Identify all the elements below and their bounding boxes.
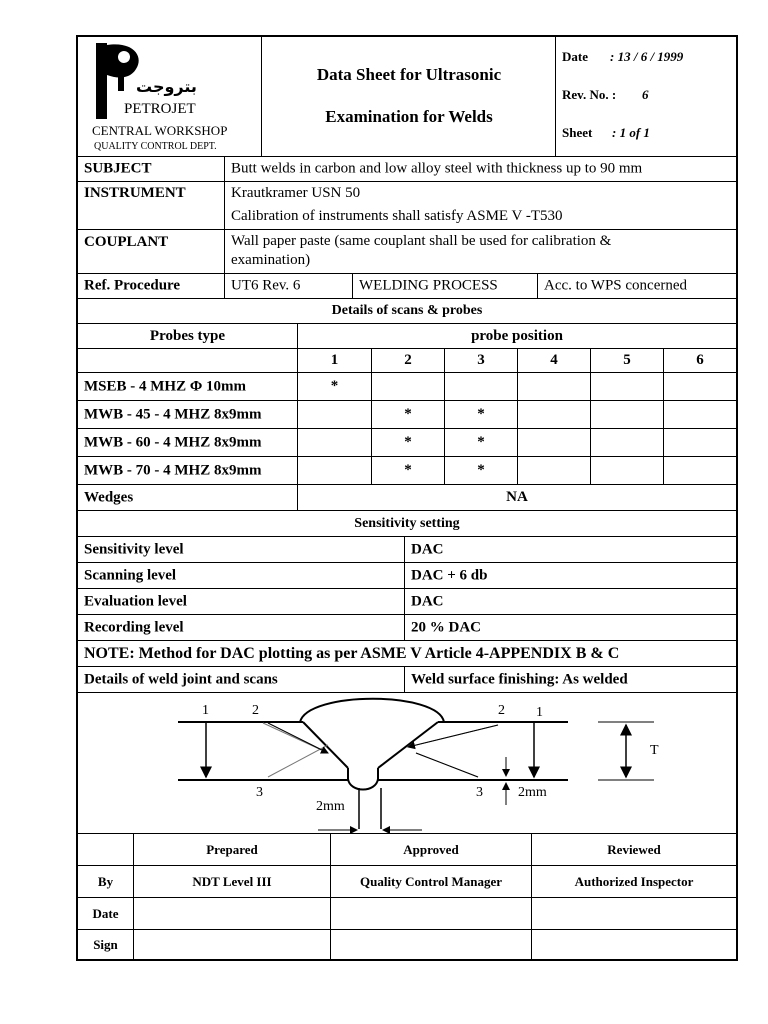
sensitivity-row	[78, 615, 736, 641]
diagram-label: 1	[536, 705, 543, 720]
sensitivity-section-title: Sensitivity setting	[354, 516, 460, 531]
probe-mark: *	[330, 378, 339, 394]
instrument-row	[78, 182, 736, 230]
probe-mark: *	[477, 406, 485, 422]
thickness-label: T	[650, 743, 659, 758]
probes-type-header: Probes type	[149, 328, 226, 344]
probe-row	[78, 401, 736, 429]
data-sheet	[76, 35, 738, 961]
sign-field-reviewed[interactable]	[531, 930, 736, 959]
sensitivity-value: DAC	[411, 541, 444, 557]
sensitivity-value: DAC + 6 db	[411, 567, 488, 583]
signoff-row	[78, 930, 736, 959]
signoff-header: Prepared	[206, 842, 258, 857]
date-field-prepared[interactable]	[133, 898, 330, 929]
diagram-label: 1	[202, 703, 209, 718]
wedges-label: Wedges	[84, 489, 134, 505]
probe-position-header: probe position	[471, 328, 563, 344]
diagram-label: 2	[252, 703, 259, 718]
company-arabic: بتروجت	[136, 77, 197, 96]
title-line-1: Data Sheet for Ultrasonic	[316, 65, 502, 84]
company-name: PETROJET	[124, 101, 196, 117]
date-value: : 13 / 6 / 1999	[610, 49, 684, 64]
signoff-header: Reviewed	[607, 842, 661, 857]
couplant-label: COUPLANT	[84, 234, 169, 250]
signoff-header-row	[78, 834, 736, 866]
dac-note: NOTE: Method for DAC plotting as per ASME V Article 4-APPENDIX B & C	[84, 644, 620, 662]
instrument-line-1: Krautkramer USN 50	[231, 185, 361, 201]
rev-value: 6	[642, 87, 649, 102]
wedges-value: NA	[506, 489, 528, 505]
position-6: 6	[696, 352, 704, 368]
scans-section-title: Details of scans & probes	[331, 303, 483, 318]
sensitivity-label: Sensitivity level	[84, 541, 184, 557]
probe-mark: *	[404, 434, 412, 450]
signoff-row-label: Date	[92, 906, 119, 921]
ref-label: Ref. Procedure	[84, 277, 181, 294]
position-3: 3	[477, 352, 485, 368]
probe-mark: *	[404, 462, 412, 478]
signoff-value: Quality Control Manager	[359, 874, 503, 889]
gap-dimension: 2mm	[316, 799, 345, 814]
date-field-reviewed[interactable]	[531, 898, 736, 929]
signoff-value: NDT Level III	[192, 874, 272, 889]
probe-name: MSEB - 4 MHZ Φ 10mm	[84, 378, 247, 394]
sheet-label: Sheet	[562, 125, 593, 140]
date-label: Date	[562, 49, 588, 64]
weld-diagram-row	[78, 693, 736, 834]
signoff-row-label: Sign	[93, 937, 118, 952]
probe-name: MWB - 45 - 4 MHZ 8x9mm	[84, 406, 262, 422]
sensitivity-row	[78, 589, 736, 615]
instrument-label: INSTRUMENT	[84, 185, 186, 201]
title-block	[261, 37, 556, 156]
signoff-row	[78, 898, 736, 930]
sensitivity-label: Evaluation level	[84, 593, 187, 609]
sign-field-prepared[interactable]	[133, 930, 330, 959]
probe-row	[78, 457, 736, 485]
date-field-approved[interactable]	[330, 898, 531, 929]
sensitivity-label: Recording level	[84, 619, 184, 635]
header-row	[78, 37, 736, 157]
probe-name: MWB - 60 - 4 MHZ 8x9mm	[84, 434, 262, 450]
subject-row	[78, 157, 736, 182]
workshop-name: CENTRAL WORKSHOP	[92, 123, 228, 138]
couplant-line-1: Wall paper paste (same couplant shall be used for calibration &	[231, 233, 612, 249]
signoff-row	[78, 866, 736, 898]
couplant-row	[78, 230, 736, 274]
diagram-label: 3	[476, 785, 483, 800]
subject-label: SUBJECT	[84, 160, 152, 177]
diagram-label: 3	[256, 785, 263, 800]
weld-joint-diagram	[78, 693, 736, 833]
probe-mark: *	[477, 462, 485, 478]
weld-details-row	[78, 667, 736, 693]
rev-label: Rev. No. :	[562, 87, 617, 102]
sensitivity-label: Scanning level	[84, 567, 177, 583]
probe-mark: *	[404, 406, 412, 422]
sensitivity-value: 20 % DAC	[411, 619, 481, 635]
weld-details-label: Details of weld joint and scans	[84, 671, 278, 687]
sheet-value: : 1 of 1	[612, 125, 650, 140]
note-row	[78, 641, 736, 667]
signoff-value: Authorized Inspector	[574, 874, 694, 889]
probe-header-row	[78, 324, 736, 349]
signoff-header: Approved	[403, 842, 459, 857]
instrument-line-2: Calibration of instruments shall satisfy ASME V -T530	[231, 208, 563, 224]
couplant-line-2: examination)	[231, 252, 311, 268]
weld-surface-finishing: Weld surface finishing: As welded	[411, 671, 628, 687]
sensitivity-value: DAC	[411, 593, 444, 609]
probe-row	[78, 429, 736, 457]
ref-value: UT6 Rev. 6	[231, 277, 301, 294]
position-1: 1	[330, 352, 339, 368]
position-numbers-row	[78, 349, 736, 373]
subject-value: Butt welds in carbon and low alloy steel with thickness up to 90 mm	[231, 160, 643, 177]
position-4: 4	[550, 352, 558, 368]
sign-field-approved[interactable]	[330, 930, 531, 959]
probe-name: MWB - 70 - 4 MHZ 8x9mm	[84, 462, 262, 478]
title-line-2: Examination for Welds	[325, 107, 493, 126]
probe-mark: *	[477, 434, 485, 450]
sensitivity-row	[78, 537, 736, 563]
meta-block	[555, 37, 736, 156]
scans-title-row	[78, 299, 736, 324]
welding-process-value: Acc. to WPS concerned	[544, 277, 688, 294]
welding-process-label: WELDING PROCESS	[359, 277, 498, 294]
ref-procedure-row	[78, 274, 736, 299]
signoff-row-label: By	[97, 874, 114, 889]
dept-name: QUALITY CONTROL DEPT.	[94, 141, 217, 152]
sensitivity-title-row	[78, 511, 736, 537]
position-2: 2	[404, 352, 412, 368]
position-5: 5	[623, 352, 631, 368]
sensitivity-row	[78, 563, 736, 589]
root-dimension: 2mm	[518, 785, 547, 800]
wedges-row	[78, 485, 736, 511]
logo-block	[78, 37, 262, 156]
diagram-label: 2	[498, 703, 505, 718]
probe-row	[78, 373, 736, 401]
